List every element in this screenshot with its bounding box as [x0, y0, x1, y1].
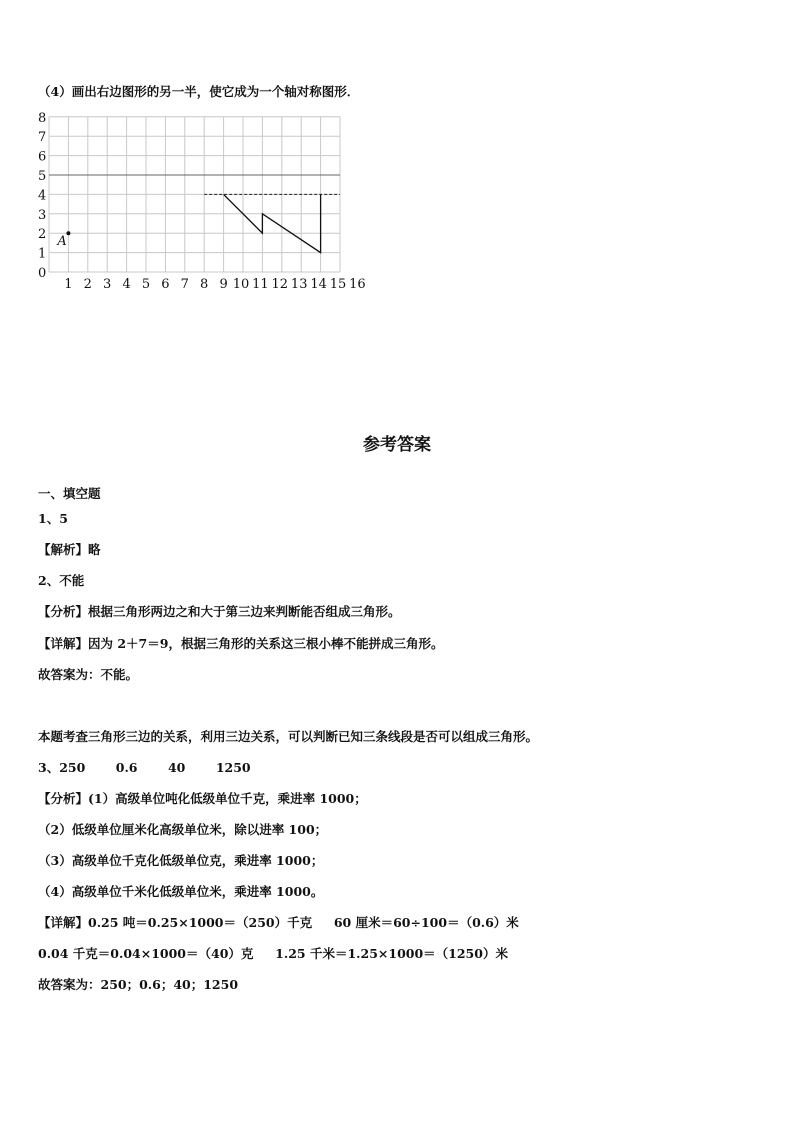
- y-tick-label: 1: [38, 246, 47, 262]
- answer-line: （2）低级单位厘米化高级单位米，除以进率 100；: [38, 822, 328, 837]
- x-tick-label: 3: [103, 277, 112, 292]
- point-a-label: A: [57, 234, 67, 250]
- answer-line: 【解析】略: [38, 542, 101, 557]
- answer-line: 【详解】因为 2＋7＝9，根据三角形的关系这三根小棒不能拼成三角形。: [38, 636, 444, 651]
- answer-line: 3、250 0.6 40 1250: [38, 760, 251, 775]
- x-tick-label: 14: [310, 277, 327, 292]
- answer-line: 【详解】0.25 吨＝0.25×1000＝（250）千克 60 厘米＝60÷100＝（0.6）米: [38, 915, 519, 930]
- y-tick-label: 3: [38, 207, 47, 223]
- x-tick-label: 9: [219, 277, 228, 292]
- x-tick-label: 5: [141, 277, 151, 292]
- x-tick-label: 8: [200, 277, 209, 292]
- figure-half-shape: [224, 194, 321, 252]
- x-tick-label: 7: [180, 277, 189, 292]
- y-tick-label: 0: [38, 266, 47, 281]
- answer-line: 【分析】(1）高级单位吨化低级单位千克，乘进率 1000；: [38, 791, 367, 806]
- x-tick-label: 16: [349, 277, 366, 292]
- y-tick-label: 8: [38, 110, 47, 126]
- answer-line: 【分析】根据三角形两边之和大于第三边来判断能否组成三角形。: [38, 604, 401, 619]
- answer-line: 故答案为：不能。: [38, 667, 139, 682]
- x-tick-label: 1: [64, 277, 73, 292]
- section-heading: 一、填空题: [38, 486, 101, 501]
- answer-title: 参考答案: [363, 435, 431, 455]
- x-tick-label: 13: [290, 277, 308, 292]
- x-tick-label: 15: [329, 277, 347, 292]
- answer-line: 2、不能: [38, 573, 85, 588]
- answer-line: 1、5: [38, 511, 68, 526]
- x-tick-label: 2: [83, 277, 92, 292]
- answer-line: 故答案为：250；0.6；40；1250: [38, 977, 239, 992]
- x-tick-label: 10: [232, 277, 250, 292]
- y-tick-label: 5: [38, 169, 47, 184]
- question-prompt: （4）画出右边图形的另一半，使它成为一个轴对称图形．: [38, 84, 360, 99]
- y-tick-label: 2: [38, 227, 47, 243]
- y-tick-label: 7: [38, 130, 47, 146]
- coordinate-grid-figure: [30, 108, 375, 293]
- x-tick-label: 11: [252, 277, 269, 292]
- y-tick-label: 4: [38, 188, 47, 204]
- y-tick-label: 6: [38, 149, 47, 165]
- answer-line: 0.04 千克＝0.04×1000＝（40）克 1.25 千米＝1.25×1000＝（1250）米: [38, 946, 508, 961]
- answer-line: （3）高级单位千克化低级单位克，乘进率 1000；: [38, 853, 324, 868]
- grid-svg: [30, 108, 375, 293]
- answer-line: （4）高级单位千米化低级单位米，乘进率 1000。: [38, 884, 324, 899]
- point-a-dot: [66, 231, 70, 235]
- x-tick-label: 6: [161, 277, 170, 292]
- x-tick-label: 12: [271, 277, 289, 292]
- x-tick-label: 4: [122, 277, 131, 292]
- answer-line: 本题考查三角形三边的关系，利用三边关系，可以判断已知三条线段是否可以组成三角形。: [38, 729, 539, 744]
